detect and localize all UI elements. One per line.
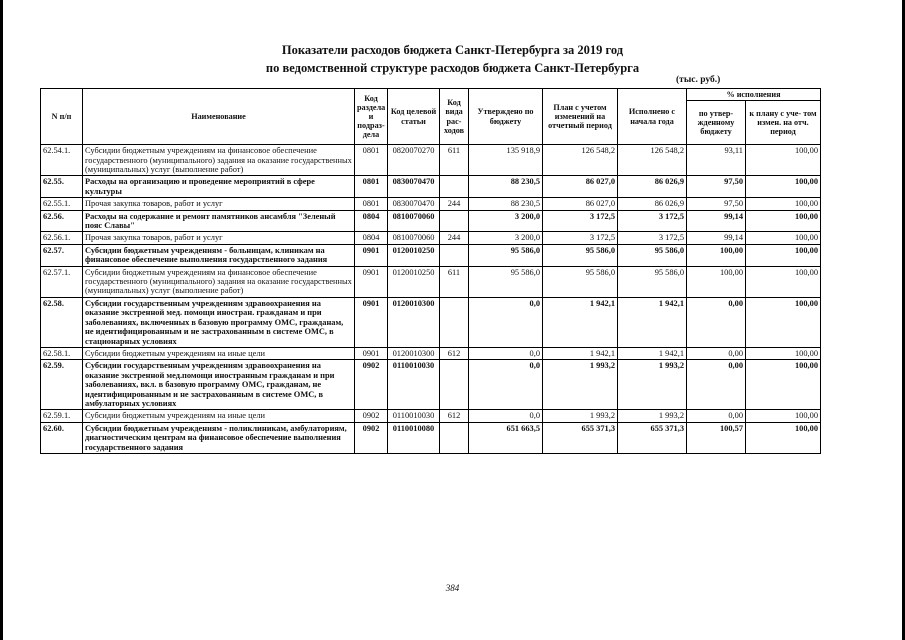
row-num: 62.56. bbox=[41, 210, 83, 232]
row-plan: 95 586,0 bbox=[543, 244, 618, 266]
row-num: 62.59.1. bbox=[41, 410, 83, 422]
row-type: 612 bbox=[440, 347, 469, 359]
row-approved: 0,0 bbox=[469, 360, 543, 410]
row-pct-approved: 0,00 bbox=[687, 297, 746, 347]
row-executed: 655 371,3 bbox=[618, 422, 687, 453]
row-target: 0810070060 bbox=[388, 232, 440, 244]
row-pct-approved: 0,00 bbox=[687, 410, 746, 422]
row-section: 0801 bbox=[355, 145, 388, 176]
row-name: Субсидии бюджетным учреждениям - больницам, клиникам на финансовое обеспечение выполнения государственного задания bbox=[83, 244, 355, 266]
table-row bbox=[41, 145, 821, 176]
row-pct-approved: 100,00 bbox=[687, 244, 746, 266]
row-type bbox=[440, 244, 469, 266]
row-section: 0902 bbox=[355, 410, 388, 422]
table-row bbox=[41, 232, 821, 244]
row-pct-plan: 100,00 bbox=[746, 244, 821, 266]
table-row bbox=[41, 176, 821, 198]
row-pct-plan: 100,00 bbox=[746, 145, 821, 176]
header-section: Код раздела и подраз- дела bbox=[355, 89, 388, 145]
row-executed: 3 172,5 bbox=[618, 210, 687, 232]
row-section: 0901 bbox=[355, 347, 388, 359]
budget-table bbox=[40, 88, 821, 454]
row-num: 62.58. bbox=[41, 297, 83, 347]
row-executed: 1 942,1 bbox=[618, 297, 687, 347]
row-num: 62.57.1. bbox=[41, 266, 83, 297]
row-type: 611 bbox=[440, 145, 469, 176]
row-section: 0901 bbox=[355, 297, 388, 347]
row-pct-plan: 100,00 bbox=[746, 360, 821, 410]
row-plan: 1 993,2 bbox=[543, 410, 618, 422]
row-section: 0804 bbox=[355, 210, 388, 232]
row-section: 0801 bbox=[355, 176, 388, 198]
row-pct-plan: 100,00 bbox=[746, 210, 821, 232]
row-approved: 0,0 bbox=[469, 410, 543, 422]
row-executed: 86 026,9 bbox=[618, 198, 687, 210]
row-plan: 655 371,3 bbox=[543, 422, 618, 453]
row-pct-approved: 99,14 bbox=[687, 210, 746, 232]
row-type: 611 bbox=[440, 266, 469, 297]
row-name: Субсидии государственным учреждениям здравоохранения на оказание экстренной мед. помощи иностран. гражданам и при заболеваниях, включенных в базовую программу ОМС, гражданам, не идентифицированным и не застрахованным в системе ОМС, в стационарных условиях bbox=[83, 297, 355, 347]
row-section: 0901 bbox=[355, 244, 388, 266]
row-plan: 1 942,1 bbox=[543, 297, 618, 347]
row-name: Прочая закупка товаров, работ и услуг bbox=[83, 232, 355, 244]
row-plan: 86 027,0 bbox=[543, 198, 618, 210]
row-target: 0110010080 bbox=[388, 422, 440, 453]
row-approved: 651 663,5 bbox=[469, 422, 543, 453]
units-label: (тыс. руб.) bbox=[676, 75, 721, 85]
row-target: 0120010250 bbox=[388, 266, 440, 297]
header-target: Код целевой статьи bbox=[388, 89, 440, 145]
row-target: 0830070470 bbox=[388, 176, 440, 198]
row-type bbox=[440, 176, 469, 198]
table-row bbox=[41, 297, 821, 347]
row-plan: 1 993,2 bbox=[543, 360, 618, 410]
row-executed: 126 548,2 bbox=[618, 145, 687, 176]
row-pct-approved: 97,50 bbox=[687, 176, 746, 198]
row-num: 62.60. bbox=[41, 422, 83, 453]
row-pct-plan: 100,00 bbox=[746, 410, 821, 422]
row-type bbox=[440, 210, 469, 232]
row-name: Расходы на содержание и ремонт памятников ансамбля "Зеленый пояс Славы" bbox=[83, 210, 355, 232]
row-approved: 135 918,9 bbox=[469, 145, 543, 176]
header-type: Код вида рас- ходов bbox=[440, 89, 469, 145]
row-target: 0120010250 bbox=[388, 244, 440, 266]
row-num: 62.56.1. bbox=[41, 232, 83, 244]
row-name: Субсидии бюджетным учреждениям на финансовое обеспечение государственного (муниципального) задания на оказание государственных (муниципальных) услуг (выполнение работ) bbox=[83, 266, 355, 297]
row-plan: 86 027,0 bbox=[543, 176, 618, 198]
row-num: 62.54.1. bbox=[41, 145, 83, 176]
row-plan: 1 942,1 bbox=[543, 347, 618, 359]
row-num: 62.59. bbox=[41, 360, 83, 410]
document-title-line1: Показатели расходов бюджета Санкт-Петербурга за 2019 год bbox=[281, 43, 624, 57]
row-approved: 88 230,5 bbox=[469, 198, 543, 210]
row-type bbox=[440, 297, 469, 347]
row-executed: 86 026,9 bbox=[618, 176, 687, 198]
row-approved: 3 200,0 bbox=[469, 210, 543, 232]
row-target: 0110010030 bbox=[388, 410, 440, 422]
row-name: Субсидии государственным учреждениям здравоохранения на оказание экстренной мед.помощи иностранным гражданам и при заболеваниях, вкл. в базовую программу ОМС, гражданам, не идентифицированным и не застрахованным в системе ОМС, в амбулаторных условиях bbox=[83, 360, 355, 410]
row-target: 0120010300 bbox=[388, 297, 440, 347]
table-row bbox=[41, 198, 821, 210]
row-pct-approved: 93,11 bbox=[687, 145, 746, 176]
header-executed: Исполнено с начала года bbox=[618, 89, 687, 145]
row-section: 0902 bbox=[355, 360, 388, 410]
row-approved: 0,0 bbox=[469, 297, 543, 347]
scan-border-left bbox=[0, 0, 3, 640]
row-type: 244 bbox=[440, 232, 469, 244]
header-approved: Утверждено по бюджету bbox=[469, 89, 543, 145]
row-section: 0804 bbox=[355, 232, 388, 244]
header-num: N п/п bbox=[41, 89, 83, 145]
row-pct-plan: 100,00 bbox=[746, 422, 821, 453]
header-pct-plan: к плану с уче- том измен. на отч. период bbox=[746, 101, 821, 145]
header-pct-approved: по утвер- жденному бюджету bbox=[687, 101, 746, 145]
header-pct-group: % исполнения bbox=[687, 89, 821, 101]
row-pct-plan: 100,00 bbox=[746, 232, 821, 244]
row-executed: 3 172,5 bbox=[618, 232, 687, 244]
row-pct-approved: 97,50 bbox=[687, 198, 746, 210]
row-num: 62.55.1. bbox=[41, 198, 83, 210]
row-plan: 95 586,0 bbox=[543, 266, 618, 297]
row-pct-approved: 100,57 bbox=[687, 422, 746, 453]
row-type bbox=[440, 360, 469, 410]
row-executed: 1 993,2 bbox=[618, 360, 687, 410]
row-target: 0110010030 bbox=[388, 360, 440, 410]
row-executed: 95 586,0 bbox=[618, 266, 687, 297]
row-type: 612 bbox=[440, 410, 469, 422]
row-name: Субсидии бюджетным учреждениям на финансовое обеспечение государственного (муниципального) задания на оказание государственных (муниципальных) услуг (выполнение работ) bbox=[83, 145, 355, 176]
row-num: 62.57. bbox=[41, 244, 83, 266]
row-section: 0901 bbox=[355, 266, 388, 297]
table-row bbox=[41, 360, 821, 410]
row-num: 62.58.1. bbox=[41, 347, 83, 359]
row-executed: 95 586,0 bbox=[618, 244, 687, 266]
row-pct-approved: 0,00 bbox=[687, 347, 746, 359]
row-pct-plan: 100,00 bbox=[746, 176, 821, 198]
table-body bbox=[41, 145, 821, 454]
table-row bbox=[41, 347, 821, 359]
header-name: Наименование bbox=[83, 89, 355, 145]
row-pct-plan: 100,00 bbox=[746, 297, 821, 347]
page-number: 384 bbox=[445, 583, 460, 593]
row-target: 0830070470 bbox=[388, 198, 440, 210]
row-plan: 126 548,2 bbox=[543, 145, 618, 176]
row-pct-plan: 100,00 bbox=[746, 347, 821, 359]
row-pct-plan: 100,00 bbox=[746, 266, 821, 297]
row-target: 0120010300 bbox=[388, 347, 440, 359]
row-target: 0820070270 bbox=[388, 145, 440, 176]
row-name: Субсидии бюджетным учреждениям - поликлиникам, амбулаториям, диагностическим центрам на финансовое обеспечение выполнения государственного задания bbox=[83, 422, 355, 453]
row-name: Субсидии бюджетным учреждениям на иные цели bbox=[83, 410, 355, 422]
row-num: 62.55. bbox=[41, 176, 83, 198]
row-plan: 3 172,5 bbox=[543, 232, 618, 244]
row-pct-approved: 99,14 bbox=[687, 232, 746, 244]
row-pct-approved: 0,00 bbox=[687, 360, 746, 410]
row-plan: 3 172,5 bbox=[543, 210, 618, 232]
row-name: Прочая закупка товаров, работ и услуг bbox=[83, 198, 355, 210]
row-approved: 3 200,0 bbox=[469, 232, 543, 244]
table-row bbox=[41, 422, 821, 453]
row-approved: 95 586,0 bbox=[469, 266, 543, 297]
table-row bbox=[41, 210, 821, 232]
row-section: 0902 bbox=[355, 422, 388, 453]
row-pct-approved: 100,00 bbox=[687, 266, 746, 297]
table-row bbox=[41, 410, 821, 422]
row-pct-plan: 100,00 bbox=[746, 198, 821, 210]
row-type bbox=[440, 422, 469, 453]
table-row bbox=[41, 266, 821, 297]
row-name: Расходы на организацию и проведение мероприятий в сфере культуры bbox=[83, 176, 355, 198]
row-target: 0810070060 bbox=[388, 210, 440, 232]
row-type: 244 bbox=[440, 198, 469, 210]
row-approved: 88 230,5 bbox=[469, 176, 543, 198]
row-approved: 95 586,0 bbox=[469, 244, 543, 266]
row-executed: 1 993,2 bbox=[618, 410, 687, 422]
row-name: Субсидии бюджетным учреждениям на иные цели bbox=[83, 347, 355, 359]
document-title-line2: по ведомственной структуре расходов бюджета Санкт-Петербурга bbox=[265, 61, 640, 75]
row-section: 0801 bbox=[355, 198, 388, 210]
header-plan: План с учетом изменений на отчетный период bbox=[543, 89, 618, 145]
row-executed: 1 942,1 bbox=[618, 347, 687, 359]
table-row bbox=[41, 244, 821, 266]
row-approved: 0,0 bbox=[469, 347, 543, 359]
